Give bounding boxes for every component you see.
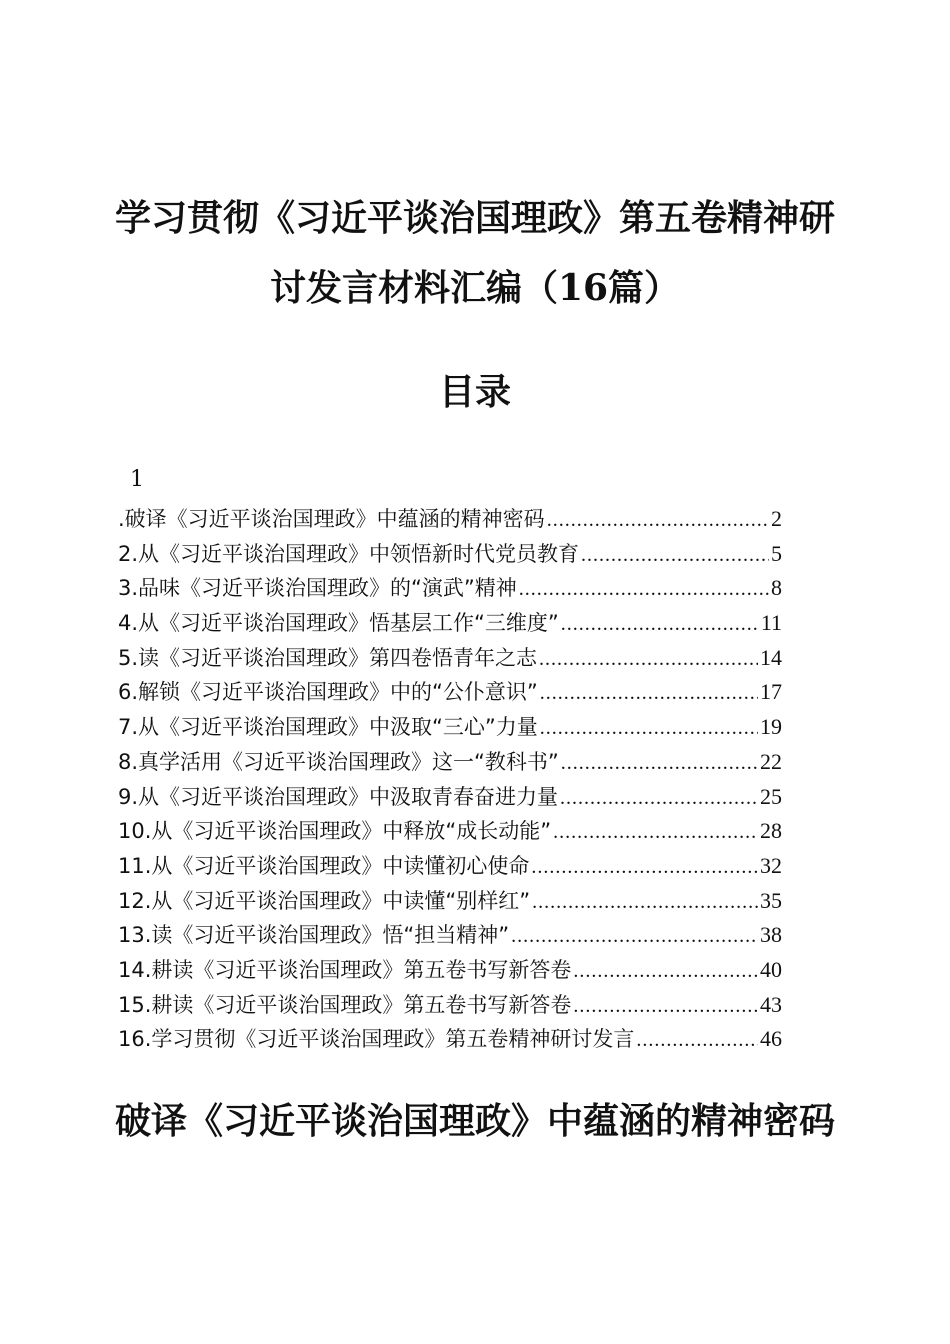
document-title-line-2: 讨发言材料汇编（16篇） <box>269 267 681 309</box>
toc-entry[interactable] <box>118 745 782 780</box>
toc-dot-leader <box>531 850 758 885</box>
toc-entry-title: 15.耕读《习近平谈治国理政》第五卷书写新答卷 <box>118 992 572 1017</box>
toc-entry-title: .破译《习近平谈治国理政》中蕴涵的精神密码 <box>118 507 545 531</box>
toc-entry-title: 13.读《习近平谈治国理政》悟“担当精神” <box>118 923 510 948</box>
toc-entry-page-number: 22 <box>760 748 782 774</box>
toc-entry-page-number: 19 <box>760 714 782 740</box>
toc-dot-leader <box>573 989 758 1024</box>
toc-entry-title: 2.从《习近平谈治国理政》中领悟新时代党员教育 <box>118 541 580 566</box>
toc-entry-title: 7.从《习近平谈治国理政》中汲取“三心”力量 <box>118 715 538 740</box>
toc-entry-page-number: 17 <box>760 679 782 705</box>
toc-entry-page-number: 11 <box>760 610 782 636</box>
toc-entry[interactable] <box>118 988 782 1023</box>
section-heading: 破译《习近平谈治国理政》中蕴涵的精神密码 <box>114 1100 835 1142</box>
toc-entry[interactable] <box>118 780 782 815</box>
toc-entry-page-number: 25 <box>760 783 782 809</box>
toc-entry[interactable] <box>118 953 782 988</box>
toc-dot-leader <box>519 572 769 607</box>
toc-entry-page-number: 40 <box>760 956 782 982</box>
toc-entry[interactable] <box>118 606 782 641</box>
toc-dot-leader <box>532 885 758 920</box>
toc-entry-title: 16.学习贯彻《习近平谈治国理政》第五卷精神研讨发言 <box>118 1027 635 1052</box>
toc-entry-page-number: 2 <box>771 506 782 531</box>
toc-entry-page-number: 14 <box>760 644 782 670</box>
toc-entry[interactable] <box>118 571 782 606</box>
table-of-contents <box>118 502 782 1057</box>
toc-dot-leader <box>561 746 758 781</box>
toc-entry[interactable] <box>118 918 782 953</box>
toc-dot-leader <box>539 642 758 677</box>
toc-entry[interactable] <box>118 502 782 537</box>
toc-entry[interactable] <box>118 884 782 919</box>
toc-entry-page-number: 8 <box>771 575 782 601</box>
toc-entry-title: 6.解锁《习近平谈治国理政》中的“公仆意识” <box>118 680 538 705</box>
toc-dot-leader <box>581 538 769 573</box>
document-title-line-1: 学习贯彻《习近平谈治国理政》第五卷精神研 <box>114 197 835 239</box>
toc-dot-leader <box>547 503 769 538</box>
toc-entry-page-number: 38 <box>760 922 782 948</box>
toc-entry-title: 11.从《习近平谈治国理政》中读懂初心使命 <box>118 853 530 878</box>
toc-dot-leader <box>511 919 758 954</box>
toc-dot-leader <box>553 815 758 850</box>
toc-dot-leader <box>560 781 758 816</box>
toc-entry-page-number: 35 <box>760 887 782 913</box>
toc-entry[interactable] <box>118 814 782 849</box>
toc-entry-title: 5.读《习近平谈治国理政》第四卷悟青年之志 <box>118 645 538 670</box>
toc-entry-page-number: 5 <box>771 540 782 566</box>
toc-entry-title: 14.耕读《习近平谈治国理政》第五卷书写新答卷 <box>118 957 572 982</box>
toc-entry-page-number: 28 <box>760 818 782 844</box>
toc-entry[interactable] <box>118 849 782 884</box>
toc-entry-title: 8.真学活用《习近平谈治国理政》这一“教科书” <box>118 749 559 774</box>
toc-entry-title: 9.从《习近平谈治国理政》中汲取青春奋进力量 <box>118 784 559 809</box>
toc-entry-page-number: 32 <box>760 852 782 878</box>
toc-entry-title: 3.品味《习近平谈治国理政》的“演武”精神 <box>118 576 517 601</box>
toc-dot-leader <box>540 676 758 711</box>
toc-entry-page-number: 46 <box>760 1026 782 1052</box>
toc-entry-title: 12.从《习近平谈治国理政》中读懂“别样红” <box>118 888 531 913</box>
toc-dot-leader <box>540 711 758 746</box>
toc-entry[interactable] <box>118 710 782 745</box>
toc-dot-leader <box>561 607 759 642</box>
toc-heading: 目录 <box>438 371 511 413</box>
toc-entry[interactable] <box>118 641 782 676</box>
toc-leading-number: 1 <box>130 467 144 492</box>
toc-entry-title: 10.从《习近平谈治国理政》中释放“成长动能” <box>118 819 552 844</box>
toc-entry[interactable] <box>118 1022 782 1057</box>
toc-dot-leader <box>573 954 758 989</box>
toc-entry[interactable] <box>118 537 782 572</box>
toc-dot-leader <box>636 1023 758 1058</box>
toc-entry-title: 4.从《习近平谈治国理政》悟基层工作“三维度” <box>118 611 559 636</box>
toc-entry[interactable] <box>118 675 782 710</box>
toc-entry-page-number: 43 <box>760 991 782 1017</box>
